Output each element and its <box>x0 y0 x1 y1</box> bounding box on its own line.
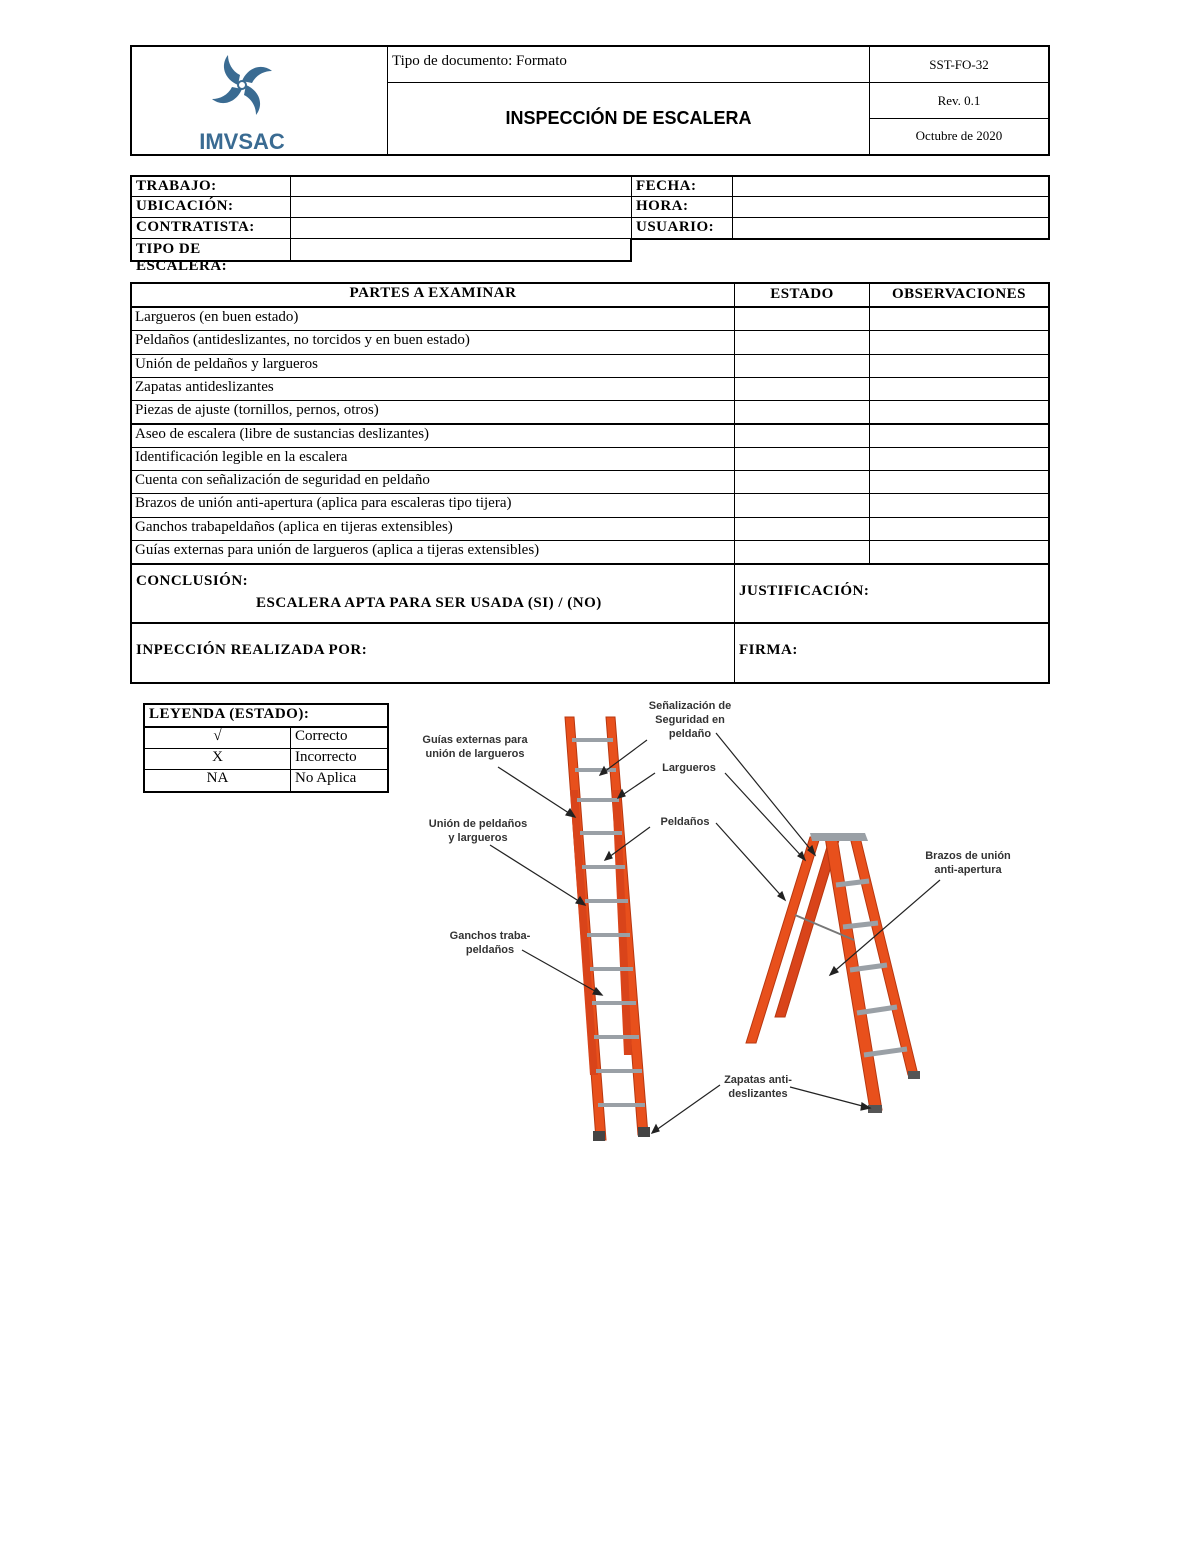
page-title: INSPECCIÓN DE ESCALERA <box>505 108 752 128</box>
label-guias-1: Guías externas para <box>422 734 528 746</box>
legend-meaning-correct: Correcto <box>290 728 387 749</box>
hora-label: HORA: <box>631 196 733 218</box>
contratista-label: CONTRATISTA: <box>130 217 291 239</box>
checklist-item: Piezas de ajuste (tornillos, pernos, otros) <box>132 400 735 424</box>
observaciones-cell[interactable] <box>869 517 1048 541</box>
extension-ladder <box>565 717 650 1141</box>
label-ganchos-2: peldaños <box>465 944 515 956</box>
checklist-item: Guías externas para unión de largueros (aplica a tijeras extensibles) <box>132 540 735 564</box>
estado-cell[interactable] <box>734 400 870 424</box>
col-header-observaciones: OBSERVACIONES <box>869 284 1048 307</box>
conclusion-label: CONCLUSIÓN: <box>136 573 249 589</box>
doc-revision: Rev. 0.1 <box>870 83 1048 119</box>
estado-cell[interactable] <box>734 517 870 541</box>
checklist-item: Brazos de unión anti-apertura (aplica para escaleras tipo tijera) <box>132 493 735 517</box>
observaciones-cell[interactable] <box>869 540 1048 564</box>
label-senalizacion-2: Seguridad en <box>655 714 725 726</box>
tipo-escalera-field[interactable] <box>290 238 632 262</box>
legend-meaning-na: No Aplica <box>290 770 387 791</box>
label-brazos-2: anti-apertura <box>934 864 1002 876</box>
contratista-field[interactable] <box>290 217 632 239</box>
legend-table <box>143 703 389 793</box>
doc-type: Tipo de documento: Formato <box>388 47 870 83</box>
inspector-label: INPECCIÓN REALIZADA POR: <box>136 642 368 658</box>
doc-code: SST-FO-32 <box>870 47 1048 83</box>
observaciones-cell[interactable] <box>869 470 1048 494</box>
checklist-table <box>130 282 1050 684</box>
label-senalizacion-1: Señalización de <box>648 700 732 712</box>
estado-cell[interactable] <box>734 377 870 401</box>
checklist-item: Ganchos trabapeldaños (aplica en tijeras extensibles) <box>132 517 735 541</box>
ladder-diagram <box>410 695 1030 1155</box>
hora-field[interactable] <box>732 196 1050 218</box>
label-zapatas-2: deslizantes <box>728 1088 788 1100</box>
estado-cell[interactable] <box>734 354 870 378</box>
estado-cell[interactable] <box>734 330 870 354</box>
company-name: IMVSAC <box>199 129 285 154</box>
col-header-parts: PARTES A EXAMINAR <box>132 284 735 307</box>
trabajo-field[interactable] <box>290 175 632 197</box>
title-cell <box>388 83 870 154</box>
fecha-label: FECHA: <box>631 175 733 197</box>
observaciones-cell[interactable] <box>869 424 1048 448</box>
estado-cell[interactable] <box>734 540 870 564</box>
company-logo <box>132 47 388 154</box>
justificacion-cell[interactable] <box>734 563 1048 624</box>
legend-symbol-na: NA <box>145 770 291 791</box>
legend-meaning-incorrect: Incorrecto <box>290 749 387 770</box>
doc-date: Octubre de 2020 <box>915 128 1003 143</box>
logo-cell <box>132 47 388 154</box>
info-section <box>130 175 1050 274</box>
legend-title: LEYENDA (ESTADO): <box>145 705 387 728</box>
observaciones-cell[interactable] <box>869 330 1048 354</box>
checklist-item: Peldaños (antideslizantes, no torcidos y en buen estado) <box>132 330 735 354</box>
checklist-item: Unión de peldaños y largueros <box>132 354 735 378</box>
label-zapatas-1: Zapatas anti- <box>724 1074 792 1086</box>
observaciones-cell[interactable] <box>869 307 1048 331</box>
checklist-item: Aseo de escalera (libre de sustancias deslizantes) <box>132 424 735 448</box>
justificacion-label: JUSTIFICACIÓN: <box>739 583 870 599</box>
label-largueros: Largueros <box>662 762 716 774</box>
label-ganchos-1: Ganchos traba- <box>449 930 531 942</box>
estado-cell[interactable] <box>734 307 870 331</box>
tipo-escalera-label: TIPO DE ESCALERA: <box>130 238 291 262</box>
observaciones-cell[interactable] <box>869 400 1048 424</box>
legend-symbol-correct: √ <box>145 728 291 749</box>
estado-cell[interactable] <box>734 424 870 448</box>
label-guias-2: unión de largueros <box>425 748 525 760</box>
label-brazos-1: Brazos de unión <box>925 850 1011 862</box>
label-peldanos: Peldaños <box>660 816 710 828</box>
label-union-2: y largueros <box>448 832 508 844</box>
checklist-item: Zapatas antideslizantes <box>132 377 735 401</box>
label-senalizacion-3: peldaño <box>668 728 712 740</box>
estado-cell[interactable] <box>734 493 870 517</box>
firma-cell[interactable] <box>734 624 1048 682</box>
estado-cell[interactable] <box>734 470 870 494</box>
col-header-estado: ESTADO <box>734 284 870 307</box>
label-union-1: Unión de peldaños <box>428 818 528 830</box>
fecha-field[interactable] <box>732 175 1050 197</box>
observaciones-cell[interactable] <box>869 447 1048 471</box>
usuario-field[interactable] <box>732 217 1050 240</box>
legend-symbol-incorrect: X <box>145 749 291 770</box>
ubicacion-field[interactable] <box>290 196 632 218</box>
observaciones-cell[interactable] <box>869 493 1048 517</box>
inspector-cell[interactable] <box>132 624 735 682</box>
document-header <box>130 45 1050 156</box>
trabajo-label: TRABAJO: <box>130 175 291 197</box>
observaciones-cell[interactable] <box>869 354 1048 378</box>
conclusion-cell <box>132 563 735 624</box>
conclusion-text: ESCALERA APTA PARA SER USADA (SI) / (NO) <box>256 595 602 611</box>
usuario-label: USUARIO: <box>631 217 733 240</box>
observaciones-cell[interactable] <box>869 377 1048 401</box>
checklist-item: Largueros (en buen estado) <box>132 307 735 331</box>
ubicacion-label: UBICACIÓN: <box>130 196 291 218</box>
estado-cell[interactable] <box>734 447 870 471</box>
checklist-item: Identificación legible en la escalera <box>132 447 735 471</box>
firma-label: FIRMA: <box>739 642 798 658</box>
checklist-item: Cuenta con señalización de seguridad en peldaño <box>132 470 735 494</box>
